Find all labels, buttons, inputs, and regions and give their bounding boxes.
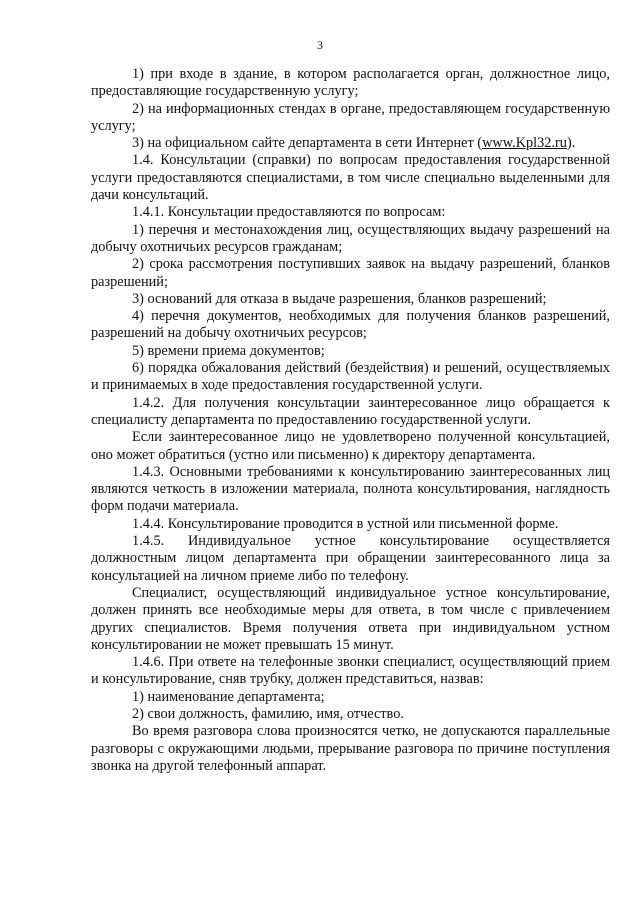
section-1-4-1: 1.4.1. Консультации предоставляются по вопросам: [132, 204, 446, 221]
document-body [91, 66, 610, 775]
list-item-5: 5) времени приема документов; [132, 342, 325, 359]
page-number: 3 [317, 38, 323, 52]
phone-item-2: 2) свои должность, фамилию, имя, отчество. [132, 705, 404, 722]
list-item-3: 3) оснований для отказа в выдаче разрешения, бланков разрешений; [132, 290, 547, 307]
section-1-4-3: 1.4.3. Основными требованиями к консультированию заинтересованных лиц являются четкость в изложении материала, полнота консультирования, наглядность форм подачи материала. [91, 463, 610, 515]
section-1-4-6: 1.4.6. При ответе на телефонные звонки специалист, осуществляющий прием и консультирование, сняв трубку, должен представиться, назвав: [91, 654, 610, 688]
list-item-6: 6) порядка обжалования действий (бездействия) и решений, осуществляемых и принимаемых в ходе предоставления государственной услуги. [91, 360, 610, 394]
paragraph-specialist: Специалист, осуществляющий индивидуальное устное консультирование, должен принять все необходимые меры для ответа, в том числе с привлечением других специалистов. Время получения ответа при индивидуальном устном консультировании не может превышать 15 минут. [91, 584, 610, 653]
paragraph-1-1: 1) при входе в здание, в котором располагается орган, должностное лицо, предоставляющие государственную услугу; [91, 66, 610, 100]
paragraph-1-2: 2) на информационных стендах в органе, предоставляющем государственную услугу; [91, 100, 610, 134]
phone-item-1: 1) наименование департамента; [132, 688, 325, 705]
paragraph-1-3-after: ). [566, 135, 576, 152]
paragraph-1-3-before: 3) на официальном сайте департамента в сети Интернет ( [132, 135, 483, 152]
list-item-4: 4) перечня документов, необходимых для получения бланков разрешений, разрешений на добычу охотничьих ресурсов; [91, 308, 610, 342]
section-1-4-2: 1.4.2. Для получения консультации заинтересованное лицо обращается к специалисту департамента по предоставлению государственной услуги. [91, 394, 610, 428]
section-1-4: 1.4. Консультации (справки) по вопросам предоставления государственной услуги предоставляются специалистами, в том числе специально выделенными для дачи консультаций. [91, 152, 610, 204]
paragraph-conversation: Во время разговора слова произносятся четко, не допускаются параллельные разговоры с окружающими людьми, прерывание разговора по причине поступления звонка на другой телефонный аппарат. [91, 723, 610, 774]
paragraph-dissatisfied: Если заинтересованное лицо не удовлетворено полученной консультацией, оно может обратиться (устно или письменно) к директору департамента. [91, 429, 610, 463]
list-item-2: 2) срока рассмотрения поступивших заявок на выдачу разрешений, бланков разрешений; [91, 256, 610, 290]
section-1-4-4: 1.4.4. Консультирование проводится в устной или письменной форме. [132, 515, 559, 532]
paragraph-1-3 [91, 135, 610, 152]
list-item-1: 1) перечня и местонахождения лиц, осуществляющих выдачу разрешений на добычу охотничьих ресурсов гражданам; [91, 221, 610, 255]
section-1-4-5: 1.4.5. Индивидуальное устное консультирование осуществляется должностным лицом департамента при обращении заинтересованного лица за консультацией на личном приеме либо по телефону. [91, 533, 610, 584]
website-link[interactable]: www.Kpl32.ru [482, 135, 567, 152]
